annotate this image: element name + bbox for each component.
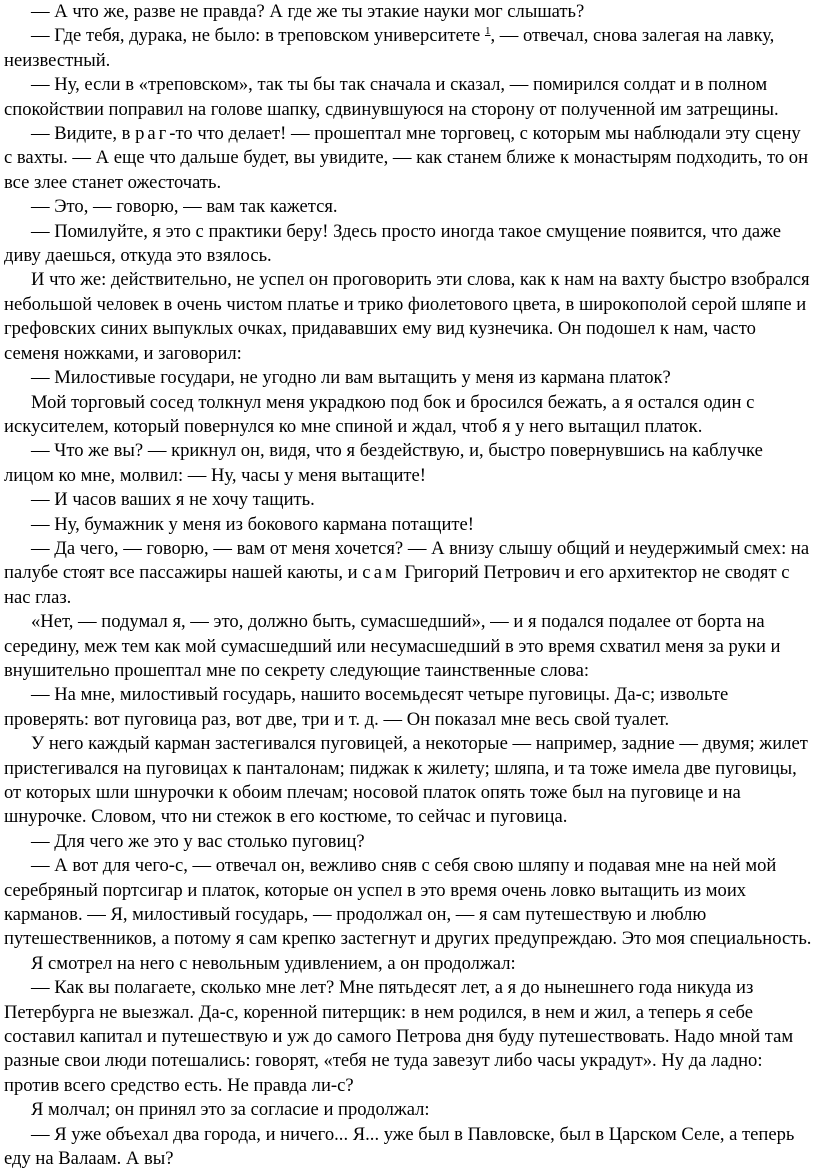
paragraph-text: — Видите, в [31,123,136,145]
paragraph: Я молчал; он принял это за согласие и продолжал: [31,1099,430,1121]
paragraph-text: — Да чего, — говорю, — вам от меня хочется? — А внизу слышу общий и неудержимый смех: на палубе стоят все пассажиры нашей каюты, и [4,537,810,584]
paragraph: Мой торговый сосед толкнул меня украдкою под бок и бросился бежать, а я остался один с искусителем, который повернулся ко мне спиной и ждал, чтоб я у него вытащил платок. [4,391,755,437]
paragraph-text: — Где тебя, дурака, не было: в треповском университете [31,25,485,47]
paragraph: — Милостивые государи, не угодно ли вам вытащить у меня из кармана платок? [31,367,671,389]
footnote-reference[interactable]: 1 [484,25,491,38]
paragraph: — Для чего же это у вас столько пуговиц? [31,830,365,852]
paragraph: — Ну, если в «треповском», так ты бы так сначала и сказал, — помирился солдат и в полном спокойствии поправил на голове шапку, сдвинувшуюся на сторону от полученной им затрещины. [4,74,779,120]
paragraph: — На мне, милостивый государь, нашито восемьдесят четыре пуговицы. Да-с; извольте проверять: вот пуговица раз, вот две, три и т. д. — Он показал мне весь свой туалет. [4,684,729,730]
paragraph: У него каждый карман застегивался пуговицей, а некоторые — например, задние — двумя; жилет пристегивался на пуговицах к панталонам; пиджак к жилету; шляпа, и та тоже имела две пуговицы, от которых шли шнурочки к обоим плечам; носовой платок опять тоже был на пуговице и на шнурочке. Словом, что ни стежок в его костюме, то сейчас и пуговица. [4,733,808,828]
paragraph-text: Григорий Петрович и его архитектор не сводят с нас глаз. [4,562,790,608]
paragraph: — Это, — говорю, — вам так кажется. [31,196,338,218]
paragraph: — Ну, бумажник у меня из бокового кармана потащите! [31,513,474,535]
paragraph-text: -то что делает! — прошептал мне торговец, с которым мы наблюдали эту сцену с вахты. — А еще что дальше будет, вы увидите, — как станем ближе к монастырям подходить, то он все злее станет ожесточать. [4,123,809,193]
paragraph: — И часов ваших я не хочу тащить. [31,489,315,511]
paragraph [4,24,812,73]
paragraph: — Помилуйте, я это с практики беру! Здесь просто иногда такое смущение появится, что даже диву даешься, откуда это взялось. [4,220,782,267]
paragraph: — Как вы полагаете, сколько мне лет? Мне пятьдесят лет, а я до нынешнего года никуда из Петербурга не выезжал. Да-с, коренной питерщик: в нем родился, в нем и жил, а теперь я себе составил капитал и путешествую и уж до самого Петрова дня буду путешествовать. Надо мной там разные свои люди потешались: говорят, «тебя не туда завезут либо часы украдут». Ну да ладно: против всего средство есть. Не правда ли-с? [4,977,794,1096]
document-page [4,0,812,1172]
paragraph: — Что же вы? — крикнул он, видя, что я бездействую, и, быстро повернувшись на каблучке лицом ко мне, молвил: — Ну, часы у меня вытащите! [4,440,763,486]
paragraph [4,537,812,610]
paragraph [4,122,812,195]
paragraph: «Нет, — подумал я, — это, должно быть, сумасшедший», — и я подался подалее от борта на середину, меж тем как мой сумасшедший или несумасшедший в это время схватил меня за руки и внушительно прошептал мне по секрету следующие таинственные слова: [4,611,781,681]
spaced-emphasis: раг [135,123,170,145]
spaced-emphasis: сам [362,562,400,584]
paragraph: Я смотрел на него с невольным удивлением, а он продолжал: [31,952,516,974]
paragraph: — А вот для чего-с, — отвечал он, вежливо сняв с себя свою шляпу и подавая мне на ней мой серебряный портсигар и платок, которые он успел в это время очень ловко вытащить из моих карманов. — Я, милостивый государь, — продолжал он, — я сам путешествую и люблю путешественников, а потому я сам крепко застегнут и других предупреждаю. Это моя специальность. [4,855,812,950]
paragraph: — А что же, разве не правда? А где же ты этакие науки мог слышать? [31,1,585,22]
paragraph: И что же: действительно, не успел он проговорить эти слова, как к нам на вахту быстро взобрался небольшой человек в очень чистом платье и трико фиолетового цвета, в широкополой серой шляпе и грефовских синих выпуклых очках, придававших ему вид кузнечика. Он подошел к нам, часто семеня ножками, и заговорил: [4,269,810,364]
paragraph-text: , — отвечал, снова залегая на лавку, неизвестный. [4,25,775,71]
paragraph: — Я уже объехал два города, и ничего... Я... уже был в Павловске, был в Царском Селе, а теперь еду на Валаам. А вы? [4,1123,795,1170]
